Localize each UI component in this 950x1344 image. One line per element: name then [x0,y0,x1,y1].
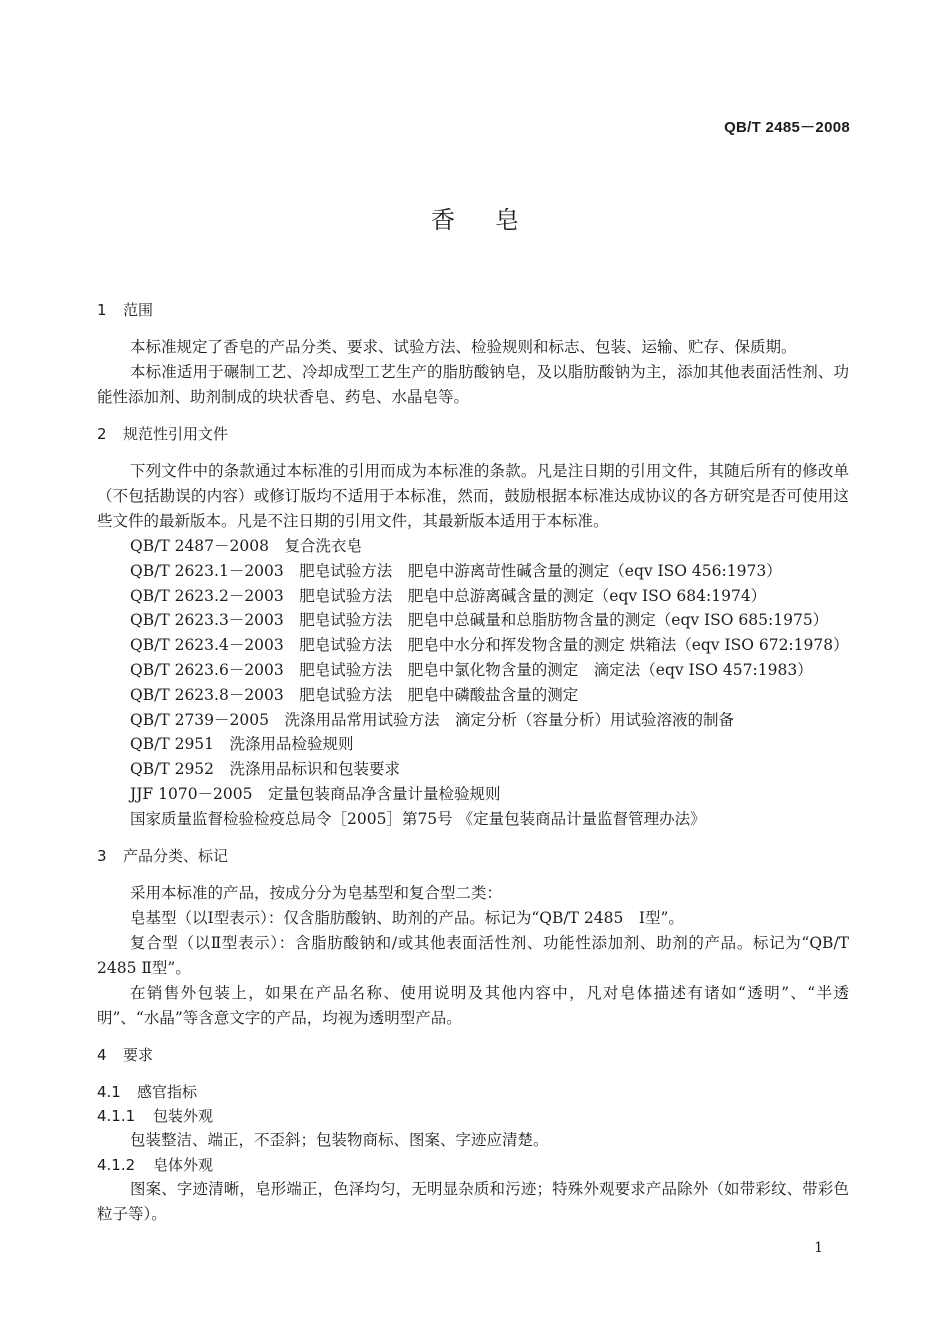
paragraph: 在销售外包装上，如果在产品名称、使用说明及其他内容中，凡对皂体描述有诸如“透明”、“半透明”、“水晶”等含意文字的产品，均视为透明型产品。 [97,983,849,1027]
paragraph: 包装整洁、端正，不歪斜；包装物商标、图案、字迹应清楚。 [130,1130,549,1149]
reference-item: QB/T 2623.4－2003 肥皂试验方法 肥皂中水分和挥发物含量的测定 烘箱法（eqv ISO 672:1978） [130,636,849,655]
reference-item: QB/T 2952 洗涤用品标识和包装要求 [130,760,401,779]
section-number: 4 [97,1045,107,1064]
section-title: 产品分类、标记 [123,846,229,865]
reference-item: QB/T 2623.1－2003 肥皂试验方法 肥皂中游离苛性碱含量的测定（eqv ISO 456:1973） [130,561,782,580]
subsection-title: 包装外观 [153,1106,214,1125]
page-number: 1 [814,1240,823,1256]
subsection-number: 4.1.1 [97,1106,136,1125]
document-title: 香皂 [431,206,559,234]
paragraph: 皂基型（以Ⅰ型表示）：仅含脂肪酸钠、助剂的产品。标记为“QB/T 2485 Ⅰ型”。 [130,908,684,927]
subsection-heading-soap-appearance [97,1153,849,1177]
reference-item: QB/T 2623.3－2003 肥皂试验方法 肥皂中总碱量和总脂肪物含量的测定（eqv ISO 685:1975） [130,611,829,630]
section-number: 2 [97,425,107,443]
section-title: 范围 [123,301,154,319]
reference-item: JJF 1070－2005 定量包装商品净含量计量检验规则 [130,784,501,803]
reference-item: QB/T 2623.6－2003 肥皂试验方法 肥皂中氯化物含量的测定 滴定法（eqv ISO 457:1983） [130,660,813,679]
standard-code: QB/T 2485－2008 [724,119,850,136]
subsection-number: 4.1.2 [97,1155,136,1174]
paragraph: 图案、字迹清晰，皂形端正，色泽均匀，无明显杂质和污迹；特殊外观要求产品除外（如带彩纹、带彩色粒子等）。 [97,1179,849,1223]
section-heading-scope [97,298,849,323]
paragraph: 下列文件中的条款通过本标准的引用而成为本标准的条款。凡是注日期的引用文件，其随后所有的修改单（不包括勘误的内容）或修订版均不适用于本标准，然而，鼓励根据本标准达成协议的各方研究是否可使用这些文件的最新版本。凡是不注日期的引用文件，其最新版本适用于本标准。 [97,462,849,530]
paragraph: 复合型（以Ⅱ型表示）：含脂肪酸钠和/或其他表面活性剂、功能性添加剂、助剂的产品。标记为“QB/T 2485 Ⅱ型”。 [97,933,849,977]
reference-item: QB/T 2739－2005 洗涤用品常用试验方法 滴定分析（容量分析）用试验溶液的制备 [130,710,734,729]
subsection-title: 皂体外观 [153,1155,214,1174]
reference-item: QB/T 2487－2008 复合洗衣皂 [130,537,362,555]
subsection-title: 感官指标 [137,1082,198,1101]
section-heading-classification [97,844,849,869]
section-title: 规范性引用文件 [123,425,229,443]
reference-item: QB/T 2623.8－2003 肥皂试验方法 肥皂中磷酸盐含量的测定 [130,685,579,704]
reference-item: QB/T 2623.2－2003 肥皂试验方法 肥皂中总游离碱含量的测定（eqv ISO 684:1974） [130,586,767,605]
section-title: 要求 [123,1045,154,1064]
reference-item: 国家质量监督检验检疫总局令［2005］第75号 《定量包装商品计量监督管理办法》 [130,809,706,828]
document-body [97,298,849,1227]
subsection-number: 4.1 [97,1082,121,1101]
subsection-heading-package-appearance [97,1104,849,1128]
reference-item: QB/T 2951 洗涤用品检验规则 [130,735,354,754]
section-heading-normative-references [97,422,849,447]
section-heading-requirements [97,1043,849,1068]
paragraph: 本标准适用于碾制工艺、冷却成型工艺生产的脂肪酸钠皂，及以脂肪酸钠为主，添加其他表面活性剂、功能性添加剂、助剂制成的块状香皂、药皂、水晶皂等。 [97,363,849,406]
section-number: 1 [97,301,107,319]
section-number: 3 [97,846,107,865]
subsection-heading-sensory [97,1080,849,1104]
paragraph: 采用本标准的产品，按成分分为皂基型和复合型二类： [130,883,503,902]
paragraph: 本标准规定了香皂的产品分类、要求、试验方法、检验规则和标志、包装、运输、贮存、保质期。 [130,338,797,356]
